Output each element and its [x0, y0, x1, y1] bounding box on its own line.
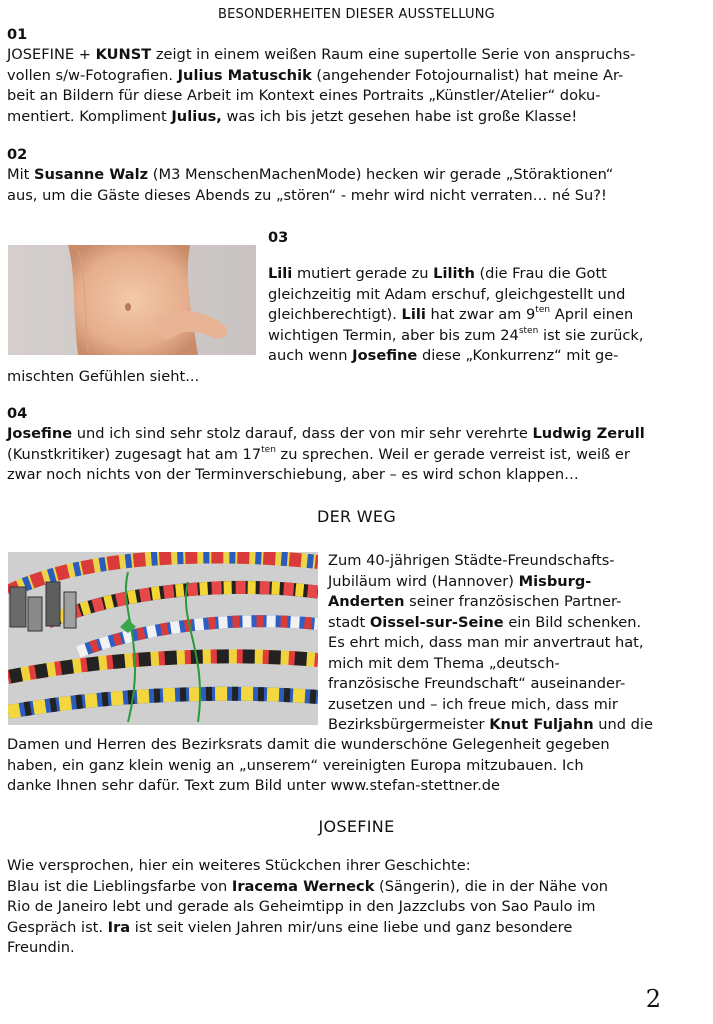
torso-photo	[8, 245, 256, 355]
section-04-text: Josefine und ich sind sehr stolz darauf, dass der von mir sehr verehrte Ludwig Zerull (Kunstkritiker) zugesagt hat am $17^{ten}$ zu sprechen. Weil er gerade verreist ist, weiß er zwar noch nichts von der Terminverschiebung, aber – es wird schon klappen…	[7, 425, 645, 483]
section-number-04: 04	[7, 405, 28, 422]
section-number-01: 01	[7, 26, 28, 43]
painting-image	[8, 552, 318, 725]
section-03-text: Lili mutiert gerade zu Lilith (die Frau die Gott gleichzeitig mit Adam erschuf, gleichgestellt und gleichberechtigt). Lili hat zwar am $9^{ten}$ April einen wichtigen Termin, aber bis zum $24^{sten}$ ist sie zurück, auch wenn Josefine diese „Konkurrenz“ mit ge-	[268, 265, 644, 364]
josefine-text: Wie versprochen, hier ein weiteres Stückchen ihrer Geschichte: Blau ist die Lieblingsfarbe von Iracema Werneck (Sängerin), die in der Nähe von Rio de Janeiro lebt und gerade als Geheimtipp in den Jazzclubs von Sao Paulo im Gespräch ist. Ira ist seit vielen Jahren mir/uns eine liebe und ganz besondere Freundin.	[7, 857, 609, 956]
page-title: BESONDERHEITEN DIESER AUSSTELLUNG	[218, 7, 495, 22]
section-heading-der-weg: DER WEG	[316, 507, 397, 526]
der-weg-text-right: Zum 40-jährigen Städte-Freundschafts- Jubiläum wird (Hannover) Misburg- Anderten seiner französischen Partner- stadt Oissel-sur-Seine ein Bild schenken. Es ehrt mich, dass man mir anvertraut hat, mich mit dem Thema „deutsch- französische Freundschaft“ auseinander- zusetzen und – ich freue mich, dass mir Bezirksbürgermeister Knut Fuljahn und die	[328, 552, 653, 733]
section-03-tail: mischten Gefühlen sieht...	[7, 368, 200, 385]
section-number-03: 03	[268, 229, 289, 246]
torso-image	[8, 245, 256, 355]
painting-photo	[8, 552, 318, 725]
section-01-text: JOSEFINE + KUNST zeigt in einem weißen Raum eine supertolle Serie von anspruchs- vollen s/w-Fotografien. Julius Matuschik (angehender Fotojournalist) hat meine Ar- beit an Bildern für diese Arbeit im Kontext eines Portraits „Künstler/Atelier“ doku- mentiert. Kompliment Julius, was ich bis jetzt gesehen habe ist große Klasse!	[7, 46, 636, 125]
page-number: 2	[645, 985, 661, 1013]
section-number-02: 02	[7, 146, 28, 163]
der-weg-text-full: Damen und Herren des Bezirksrats damit die wunderschöne Gelegenheit gegeben haben, ein ganz klein wenig an „unserem“ vereinigten Europa mitzubauen. Ich danke Ihnen sehr dafür. Text zum Bild unter www.stefan-stettner.de	[7, 736, 610, 794]
section-02-text: Mit Susanne Walz (M3 MenschenMachenMode) hecken wir gerade „Störaktionen“ aus, um die Gäste dieses Abends zu „stören“ - mehr wird nicht verraten… né Su?!	[7, 166, 614, 204]
section-heading-josefine: JOSEFINE	[318, 817, 395, 836]
